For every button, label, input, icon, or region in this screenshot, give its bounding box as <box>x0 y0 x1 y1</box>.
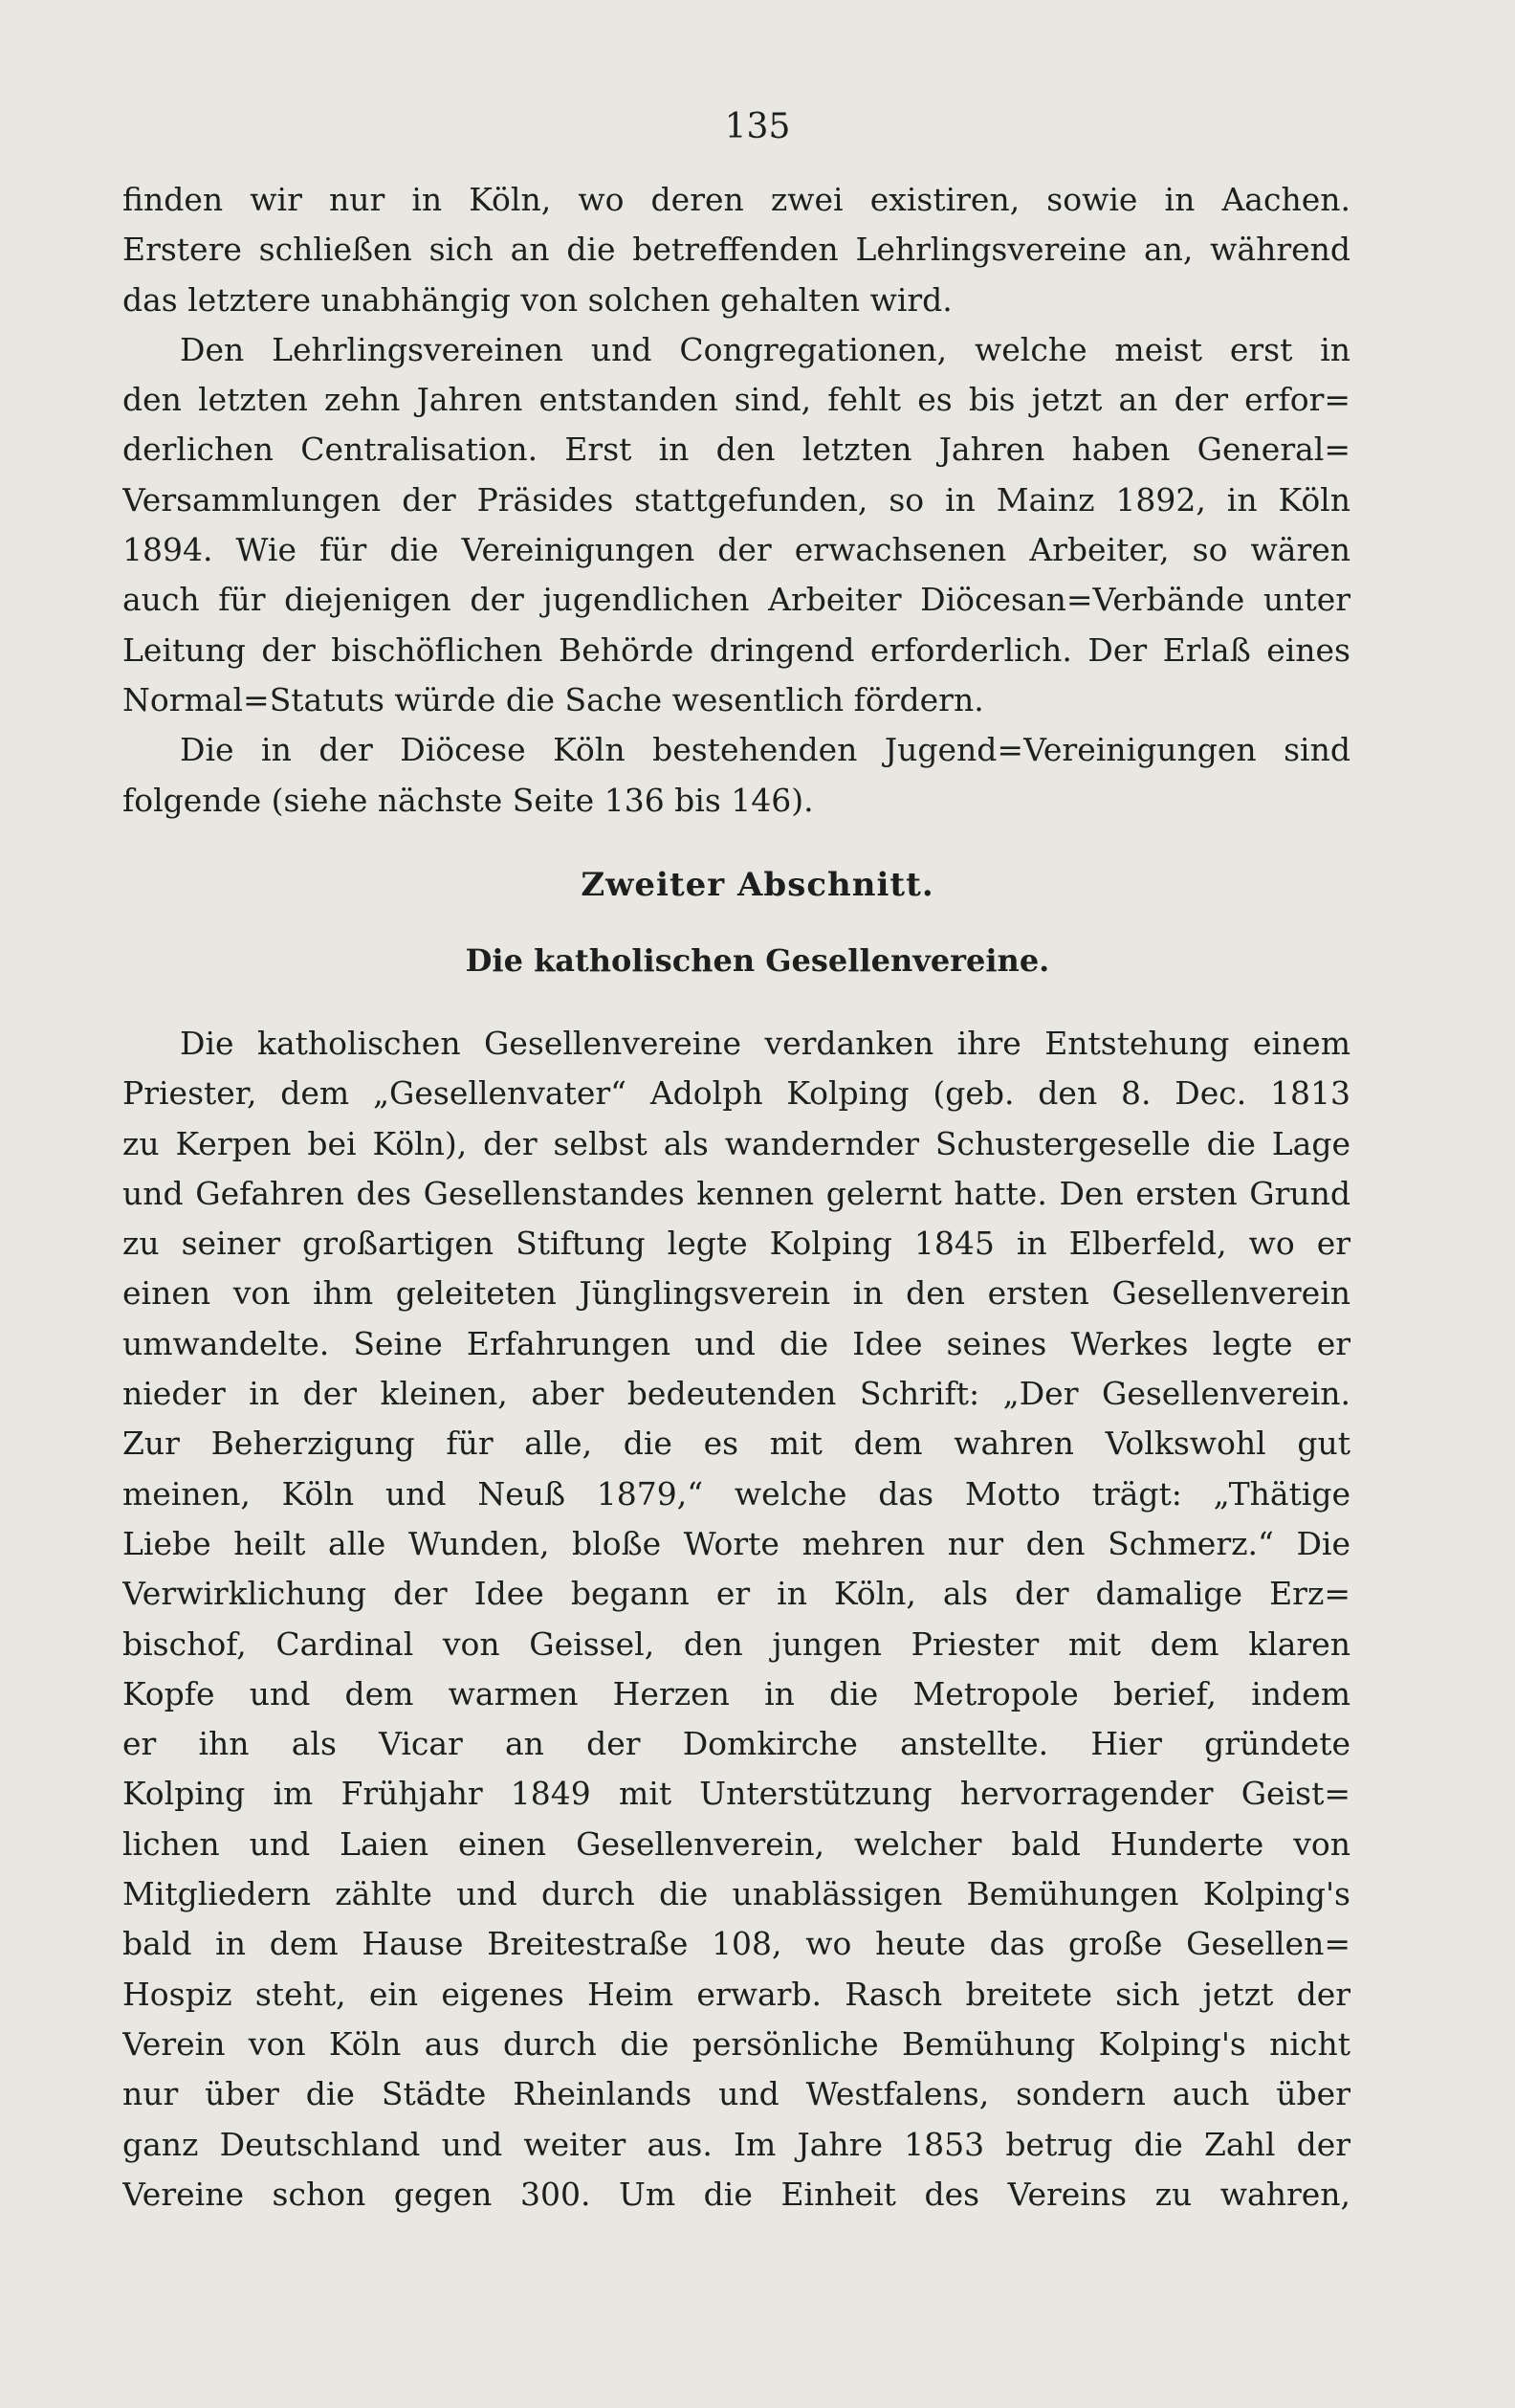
text-line: Liebe heilt alle Wunden, bloße Worte mehren nur den Schmerz.“ Die <box>122 1524 1350 1562</box>
text-line: Normal=Statuts würde die Sache wesentlich fördern. <box>122 680 984 718</box>
text-line: ganz Deutschland und weiter aus. Im Jahre 1853 betrug die Zahl der <box>122 2125 1350 2163</box>
page-number: 135 <box>724 107 791 146</box>
text-line: Hospiz steht, ein eigenes Heim erwarb. Rasch breitete sich jetzt der <box>122 1975 1350 2013</box>
text-line: Priester, dem „Gesellenvater“ Adolph Kolping (geb. den 8. Dec. 1813 <box>122 1074 1350 1113</box>
text-line: Leitung der bischöflichen Behörde dringend erforderlich. Der Erlaß eines <box>122 630 1350 669</box>
text-line: er ihn als Vicar an der Domkirche anstellte. Hier gründete <box>122 1725 1350 1763</box>
text-line: Die in der Diöcese Köln bestehenden Jugend=Vereinigungen sind <box>180 731 1350 769</box>
text-line: finden wir nur in Köln, wo deren zwei existiren, sowie in Aachen. <box>122 181 1350 218</box>
text-line: Kolping im Frühjahr 1849 mit Unterstützung hervorragender Geist= <box>122 1775 1350 1813</box>
text-line: und Gefahren des Gesellenstandes kennen gelernt hatte. Den ersten Grund <box>122 1174 1350 1212</box>
text-line: 1894. Wie für die Vereinigungen der erwachsenen Arbeiter, so wären <box>122 531 1350 569</box>
text-line: bischof, Cardinal von Geissel, den jungen Priester mit dem klaren <box>122 1624 1350 1663</box>
text-line: Verein von Köln aus durch die persönliche Bemühung Kolping's nicht <box>122 2024 1350 2063</box>
text-line: Versammlungen der Präsides stattgefunden, so in Mainz 1892, in Köln <box>122 480 1350 519</box>
text-line: einen von ihm geleiteten Jünglingsverein in den ersten Gesellenverein <box>122 1274 1350 1313</box>
text-line: umwandelte. Seine Erfahrungen und die Idee seines Werkes legte er <box>122 1324 1350 1362</box>
text-line: Zur Beherzigung für alle, die es mit dem wahren Volkswohl gut <box>122 1425 1350 1463</box>
text-line: Die katholischen Gesellenvereine verdanken ihre Entstehung einem <box>180 1025 1350 1062</box>
text-line: bald in dem Hause Breitestraße 108, wo heute das große Gesellen= <box>122 1925 1350 1963</box>
text-line: den letzten zehn Jahren entstanden sind, fehlt es bis jetzt an der erfor= <box>122 381 1350 419</box>
text-line: nur über die Städte Rheinlands und Westfalens, sondern auch über <box>122 2075 1350 2113</box>
text-line: Kopfe und dem warmen Herzen in die Metropole berief, indem <box>122 1674 1350 1712</box>
text-line: das letztere unabhängig von solchen gehalten wird. <box>122 280 953 319</box>
text-line: Erstere schließen sich an die betreffenden Lehrlingsvereine an, während <box>122 231 1350 269</box>
text-line: Verwirklichung der Idee begann er in Köln, als der damalige Erz= <box>122 1575 1350 1613</box>
text-line: meinen, Köln und Neuß 1879,“ welche das Motto trägt: „Thätige <box>122 1474 1350 1513</box>
text-line: derlichen Centralisation. Erst in den letzten Jahren haben General= <box>122 431 1350 469</box>
text-line: auch für diejenigen der jugendlichen Arbeiter Diöcesan=Verbände unter <box>122 581 1350 619</box>
text-line: zu seiner großartigen Stiftung legte Kolping 1845 in Elberfeld, wo er <box>122 1225 1350 1263</box>
section-subheading: Die katholischen Gesellenvereine. <box>465 942 1050 979</box>
text-line: Vereine schon gegen 300. Um die Einheit des Vereins zu wahren, <box>122 2175 1350 2213</box>
body-text-main <box>122 1019 1350 2220</box>
text-line: zu Kerpen bei Köln), der selbst als wandernder Schustergeselle die Lage <box>122 1124 1350 1162</box>
text-line: lichen und Laien einen Gesellenverein, welcher bald Hunderte von <box>122 1824 1350 1863</box>
text-line: nieder in der kleinen, aber bedeutenden Schrift: „Der Gesellenverein. <box>122 1375 1350 1413</box>
text-line: Den Lehrlingsvereinen und Congregationen, welche meist erst in <box>180 330 1350 368</box>
body-text-top <box>122 175 1350 826</box>
section-heading: Zweiter Abschnitt. <box>581 866 934 904</box>
text-line: Mitgliedern zählte und durch die unablässigen Bemühungen Kolping's <box>122 1875 1350 1913</box>
text-line: folgende (siehe nächste Seite 136 bis 146). <box>122 781 814 819</box>
